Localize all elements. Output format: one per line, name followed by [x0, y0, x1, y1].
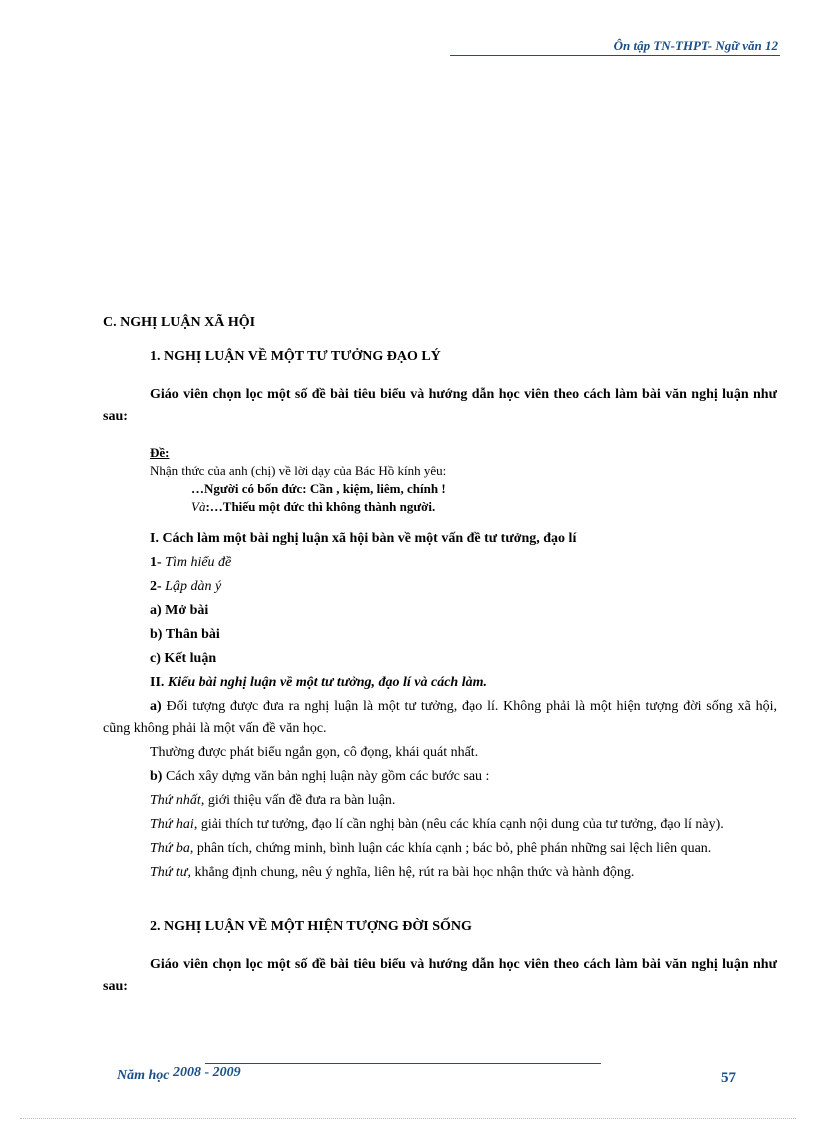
intro-2 [103, 954, 777, 998]
para-a-2: Thường được phát biểu ngắn gọn, cô đọng, khái quát nhất. [150, 745, 479, 760]
intro-1-text: Giáo viên chọn lọc một số đề bài tiêu biểu và hướng dẫn học viên theo cách làm bài văn nghị luận như sau: [103, 387, 777, 424]
part-1-heading: I. Cách làm một bài nghị luận xã hội bàn về một vấn đề tư tưởng, đạo lí [150, 531, 577, 546]
footer-year [117, 1065, 241, 1084]
step-second-text: , giải thích tư tưởng, đạo lí cần nghị bàn (nêu các khía cạnh nội dung của tư tưởng, đạo lí này). [193, 817, 724, 832]
step-first-label: Thứ nhất [150, 793, 201, 808]
para-b-label: b) [150, 769, 163, 784]
subsection-2-heading: 2. NGHỊ LUẬN VỀ MỘT HIỆN TƯỢNG ĐỜI SỐNG [150, 919, 472, 934]
footer-year-value: 2008 - 2009 [173, 1065, 241, 1080]
footer-rule [205, 1063, 601, 1064]
para-a-text: Đối tượng được đưa ra nghị luận là một tư tưởng, đạo lí. Không phải là một hiện tượng đời sống xã hội, cũng không phải là một vấn đề văn học. [103, 699, 778, 736]
step-fourth-label: Thứ tư [150, 865, 188, 880]
footer-year-label: Năm học [117, 1068, 170, 1083]
step-first-text: , giới thiệu vấn đề đưa ra bàn luận. [200, 793, 396, 808]
quote-2-text: :…Thiếu một đức thì không thành người. [205, 499, 436, 514]
header-rule [450, 55, 780, 56]
part-2-num: II. [150, 675, 165, 690]
step-first [103, 790, 777, 812]
step-2-num: 2- [150, 579, 162, 594]
quote-2 [103, 498, 777, 516]
step-second [103, 814, 777, 836]
page-content [103, 312, 777, 998]
step-third-text: , phân tích, chứng minh, bình luận các khía cạnh ; bác bỏ, phê phán những sai lệch liên quan. [189, 841, 712, 856]
step-fourth-text: , khẳng định chung, nêu ý nghĩa, liên hệ, rút ra bài học nhận thức và hành động. [187, 865, 635, 880]
part-2-text: Kiểu bài nghị luận về một tư tưởng, đạo lí và cách làm. [167, 675, 487, 690]
step-third-label: Thứ ba [150, 841, 190, 856]
step-1-text: Tìm hiểu đề [165, 555, 232, 570]
de-label [103, 444, 777, 462]
item-a: a) Mở bài [150, 603, 209, 618]
step-fourth [103, 862, 777, 884]
de-text: Nhận thức của anh (chị) về lời dạy của Bác Hồ kính yêu: [150, 463, 447, 478]
intro-2-text: Giáo viên chọn lọc một số đề bài tiêu biểu và hướng dẫn học viên theo cách làm bài văn nghị luận như sau: [103, 957, 777, 994]
quote-1: …Người có bốn đức: Cần , kiệm, liêm, chính ! [191, 481, 446, 496]
step-1 [103, 552, 777, 574]
running-header: Ôn tập TN-THPT- Ngữ văn 12 [613, 38, 778, 53]
intro-1 [103, 384, 777, 428]
de-label-text: Đề: [150, 445, 170, 460]
para-b-text: Cách xây dựng văn bản nghị luận này gồm các bước sau : [165, 769, 490, 784]
step-second-label: Thứ hai [150, 817, 194, 832]
step-third [103, 838, 777, 860]
item-b: b) Thân bài [150, 627, 220, 642]
subsection-1-heading: 1. NGHỊ LUẬN VỀ MỘT TƯ TƯỞNG ĐẠO LÝ [150, 349, 441, 364]
section-heading: C. NGHỊ LUẬN XÃ HỘI [103, 315, 256, 330]
step-1-num: 1- [150, 555, 162, 570]
page-number: 57 [721, 1070, 736, 1086]
step-2 [103, 576, 777, 598]
step-2-text: Lập dàn ý [165, 579, 222, 594]
part-2-heading [103, 672, 777, 694]
para-a [103, 696, 777, 740]
item-c: c) Kết luận [150, 651, 217, 666]
quote-2-prefix: Và [191, 499, 206, 514]
page-bottom-border [20, 1118, 796, 1119]
para-b [103, 766, 777, 788]
para-a-label: a) [150, 699, 162, 714]
